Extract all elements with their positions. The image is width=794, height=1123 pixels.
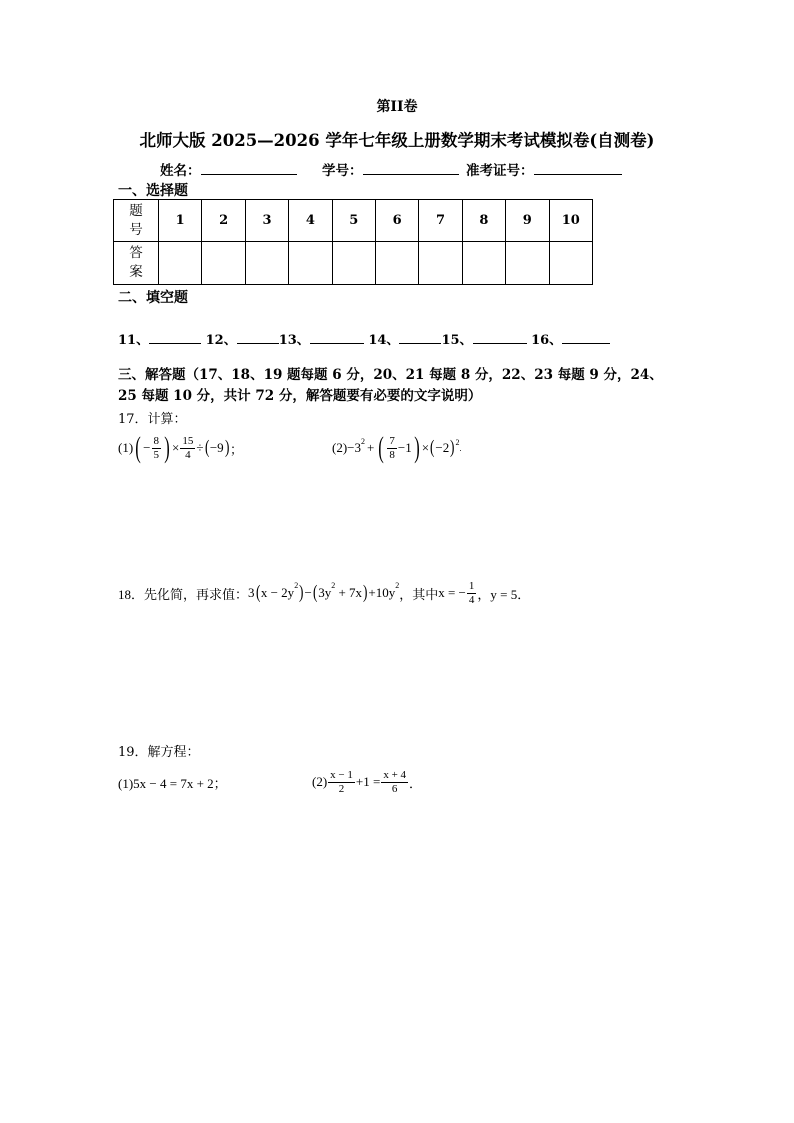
minus-sign: − <box>143 440 151 455</box>
blank-line[interactable] <box>149 331 201 344</box>
term: −3 <box>347 440 362 455</box>
part-prefix: (2) <box>312 774 328 789</box>
paren-right: ) <box>450 437 455 458</box>
y-value: ，y = 5 <box>477 586 518 602</box>
paren-left: ( <box>255 582 260 603</box>
paren-left: ( <box>135 431 141 464</box>
fraction-8-5 <box>152 435 162 462</box>
student-id-blank[interactable] <box>363 161 459 175</box>
term: + 7x <box>335 585 363 600</box>
numerator: 15 <box>182 434 194 447</box>
denominator: 6 <box>391 782 398 795</box>
term: +1 = <box>355 774 381 789</box>
punctuation: ． <box>517 586 531 602</box>
term: −2 <box>435 440 450 455</box>
term: +10y <box>368 585 396 600</box>
fraction-15-4 <box>180 435 195 462</box>
paren-right: ) <box>413 431 420 464</box>
question-number: 6 <box>375 200 418 242</box>
punctuation: ； <box>230 441 244 457</box>
q18-label: 18．先化简，再求值： <box>118 586 249 602</box>
q17-part1 <box>118 428 243 468</box>
answer-cell[interactable] <box>159 242 202 285</box>
row-header-char: 题 <box>129 202 143 219</box>
paren-right: ) <box>224 437 230 458</box>
exponent: 2 <box>361 437 366 446</box>
paren-left: ( <box>204 437 209 458</box>
question-number: 10 <box>549 200 592 242</box>
q17-label: 17．计算： <box>118 412 187 427</box>
numerator: 8 <box>153 434 160 447</box>
paren-left: ( <box>312 582 318 603</box>
numerator: 1 <box>468 579 475 592</box>
exponent: 2 <box>395 581 400 590</box>
fraction-x-minus-1-over-2 <box>328 769 355 796</box>
question-number: 9 <box>506 200 549 242</box>
plus-sign: + <box>367 440 375 455</box>
exponent: 2 <box>455 438 460 447</box>
denominator: 2 <box>338 782 345 795</box>
exam-number-field[interactable] <box>466 159 622 179</box>
x-value: x = − <box>438 585 466 600</box>
term: 3y <box>318 585 332 600</box>
question-number: 7 <box>419 200 462 242</box>
blank-label: 16、 <box>531 333 563 348</box>
coefficient: 3 <box>248 585 255 600</box>
times-sign: × <box>421 440 430 455</box>
page-title: 北师大版 2025—2026 学年七年级上册数学期末考试模拟卷(自测卷) <box>139 131 655 150</box>
answer-cell[interactable] <box>245 242 288 285</box>
student-id-label: 学号： <box>322 163 363 179</box>
blank-label: 15、 <box>441 333 473 348</box>
blank-label: 11、 <box>118 333 150 348</box>
times-sign: × <box>172 440 180 455</box>
fraction-7-8 <box>387 435 397 462</box>
punctuation: ． <box>409 775 423 791</box>
denominator: 5 <box>153 448 160 461</box>
term: −1 <box>397 440 412 455</box>
paren-right: ) <box>164 431 170 464</box>
exponent: 2 <box>294 581 299 590</box>
term: x − 2y <box>260 585 295 600</box>
exam-number-blank[interactable] <box>534 161 622 175</box>
paren-left: ( <box>429 437 435 458</box>
section-choice-heading: 一、选择题 <box>118 183 188 199</box>
part-prefix: (2) <box>332 440 348 455</box>
row-header-char: 案 <box>129 264 143 280</box>
paren-left: ( <box>378 431 385 464</box>
question-number: 3 <box>245 200 288 242</box>
blank-line[interactable] <box>237 331 279 344</box>
student-id-field[interactable] <box>322 159 459 179</box>
paren-right: ) <box>299 582 304 603</box>
name-blank[interactable] <box>201 161 297 175</box>
paren-right: ) <box>362 582 368 603</box>
row-header-char: 答 <box>129 245 143 261</box>
fraction-1-4 <box>467 580 477 607</box>
q17-part2 <box>332 428 462 468</box>
exam-number-label: 准考证号： <box>466 163 534 179</box>
numerator: x − 1 <box>330 768 353 781</box>
divide-sign: ÷ <box>196 440 204 455</box>
numerator: x + 4 <box>383 768 407 781</box>
part-prefix: (1) <box>118 440 134 455</box>
blank-line[interactable] <box>473 331 527 344</box>
numerator: 7 <box>389 434 395 447</box>
section-solve-heading-line1: 三、解答题（17、18、19 题每题 6 分，20、21 每题 8 分，22、23 每题 9 分，24、 <box>118 367 663 383</box>
blank-line[interactable] <box>310 331 364 344</box>
answer-cell[interactable] <box>375 242 418 285</box>
blank-line[interactable] <box>562 331 610 344</box>
q19-label: 19．解方程： <box>118 745 200 760</box>
row-header-question <box>114 200 159 242</box>
section-solve-heading <box>118 363 663 408</box>
denominator: 4 <box>468 593 475 606</box>
answer-table <box>113 199 593 285</box>
answer-cell[interactable] <box>506 242 549 285</box>
section-solve-heading-line2: 25 每题 10 分，共计 72 分，解答题要有必要的文字说明） <box>118 388 482 404</box>
question-number: 4 <box>289 200 332 242</box>
denominator: 4 <box>185 448 191 461</box>
denominator: 8 <box>389 448 395 461</box>
answer-table-answer-row <box>114 242 593 285</box>
answer-cell[interactable] <box>462 242 505 285</box>
question-number: 5 <box>332 200 375 242</box>
q19-part1 <box>118 762 227 802</box>
q19-part2 <box>312 762 422 802</box>
answer-table-number-row <box>114 200 593 242</box>
fraction-x-plus-4-over-6 <box>381 769 408 796</box>
question-number: 2 <box>202 200 245 242</box>
name-field[interactable] <box>160 159 297 179</box>
answer-cell[interactable] <box>289 242 332 285</box>
equation: (1)5x − 4 = 7x + 2； <box>118 775 227 791</box>
exponent: 2 <box>331 581 336 590</box>
term: −9 <box>209 440 224 455</box>
volume-label: 第II卷 <box>376 99 418 115</box>
answer-cell[interactable] <box>419 242 462 285</box>
answer-cell[interactable] <box>202 242 245 285</box>
blank-label: 14、 <box>368 333 400 348</box>
punctuation: . <box>459 443 462 453</box>
q18-connector: ，其中 <box>399 586 439 602</box>
blank-label: 12、 <box>205 333 237 348</box>
question-number: 1 <box>159 200 202 242</box>
row-header-answer <box>114 242 159 285</box>
minus-sign: − <box>304 585 312 600</box>
blank-label: 13、 <box>278 333 310 348</box>
blank-line[interactable] <box>399 331 441 344</box>
q18-line <box>118 573 530 613</box>
answer-cell[interactable] <box>332 242 375 285</box>
question-number: 8 <box>462 200 505 242</box>
section-fill-heading: 二、填空题 <box>118 290 188 306</box>
row-header-char: 号 <box>129 221 143 238</box>
fill-blank-row <box>118 329 610 348</box>
answer-cell[interactable] <box>549 242 592 285</box>
name-label: 姓名： <box>160 163 201 179</box>
